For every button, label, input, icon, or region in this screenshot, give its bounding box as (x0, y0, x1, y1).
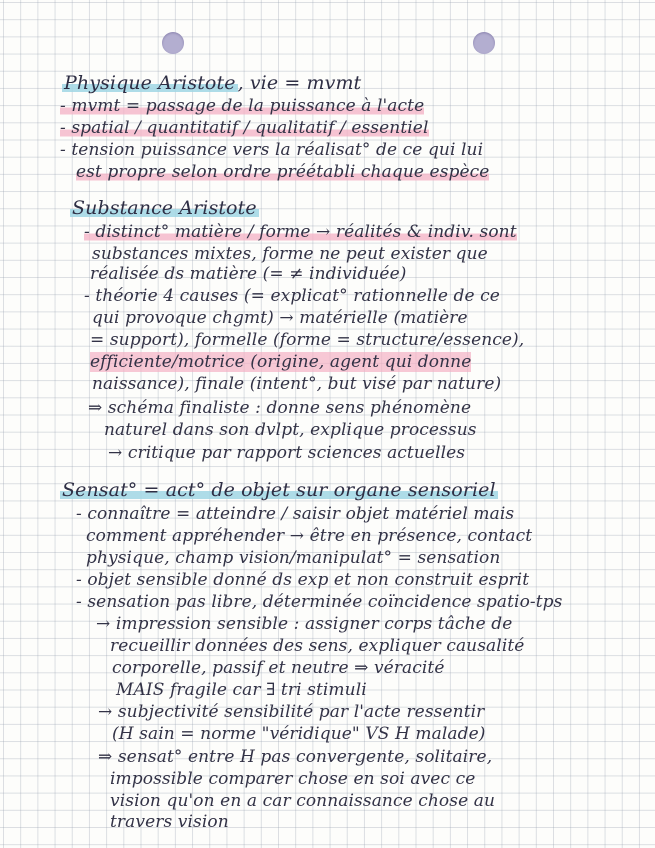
section-title-physique (62, 72, 361, 94)
note-line: → subjectivité sensibilité par l'acte ressentir (98, 702, 485, 722)
title-highlight: Sensat° = act° de objet sur organe sensoriel (62, 479, 496, 501)
note-line: ⇒ schéma finaliste : donne sens phénomène (88, 398, 472, 418)
title-suffix: , vie = mvmt (237, 72, 362, 94)
note-line: - théorie 4 causes (= explicat° rationnelle de ce (84, 286, 500, 306)
note-line: ⇒ sensat° entre H pas convergente, solitaire, (98, 747, 493, 767)
note-line: naissance), finale (intent°, but visé par nature) (92, 374, 502, 394)
note-line: réalisée ds matière (= ≠ individuée) (90, 264, 407, 284)
note-line (60, 118, 429, 138)
note-line (60, 96, 424, 116)
note-line (76, 162, 489, 182)
note-line: impossible comparer chose en soi avec ce (110, 769, 476, 789)
note-line: - connaître = atteindre / saisir objet matériel mais (76, 504, 515, 524)
title-highlight: Substance Aristote (72, 197, 257, 219)
note-line: = support), formelle (forme = structure/essence), (90, 330, 525, 350)
note-line: qui provoque chgmt) → matérielle (matière (92, 308, 468, 328)
note-line (84, 222, 517, 242)
note-line (90, 352, 471, 372)
note-text: - distinct° matière / forme → réalités & indiv. sont (84, 222, 517, 242)
note-line: MAIS fragile car ∃ tri stimuli (116, 680, 367, 700)
section-title-substance (70, 197, 259, 219)
note-line: (H sain = norme "véridique" VS H malade) (112, 724, 486, 744)
note-line: → impression sensible : assigner corps tâche de (96, 614, 513, 634)
note-line: substances mixtes, forme ne peut exister que (92, 244, 488, 264)
note-line: comment appréhender → être en présence, contact (86, 526, 533, 546)
note-line: physique, champ vision/manipulat° = sensation (86, 548, 501, 568)
note-text: efficiente/motrice (origine, agent qui donne (90, 352, 472, 372)
note-line: vision qu'on en a car connaissance chose au (110, 791, 496, 811)
note-line: - sensation pas libre, déterminée coïncidence spatio-tps (76, 592, 563, 612)
note-line: travers vision (110, 812, 229, 832)
note-line: recueillir données des sens, expliquer causalité (110, 636, 525, 656)
note-line: corporelle, passif et neutre ⇒ véracité (112, 658, 445, 678)
note-text: - mvmt = passage de la puissance à l'acte (60, 96, 425, 116)
title-highlight: Physique Aristote (64, 72, 236, 94)
note-line: naturel dans son dvlpt, explique processus (104, 420, 477, 440)
note-line: - objet sensible donné ds exp et non construit esprit (76, 570, 530, 590)
note-line: → critique par rapport sciences actuelles (108, 443, 466, 463)
section-title-sensation (60, 479, 498, 501)
note-line: - tension puissance vers la réalisat° de ce qui lui (60, 140, 484, 160)
binder-hole-right (473, 32, 495, 54)
note-text: est propre selon ordre préétabli chaque espèce (76, 162, 490, 182)
note-text: - spatial / quantitatif / qualitatif / essentiel (60, 118, 429, 138)
binder-hole-left (162, 32, 184, 54)
